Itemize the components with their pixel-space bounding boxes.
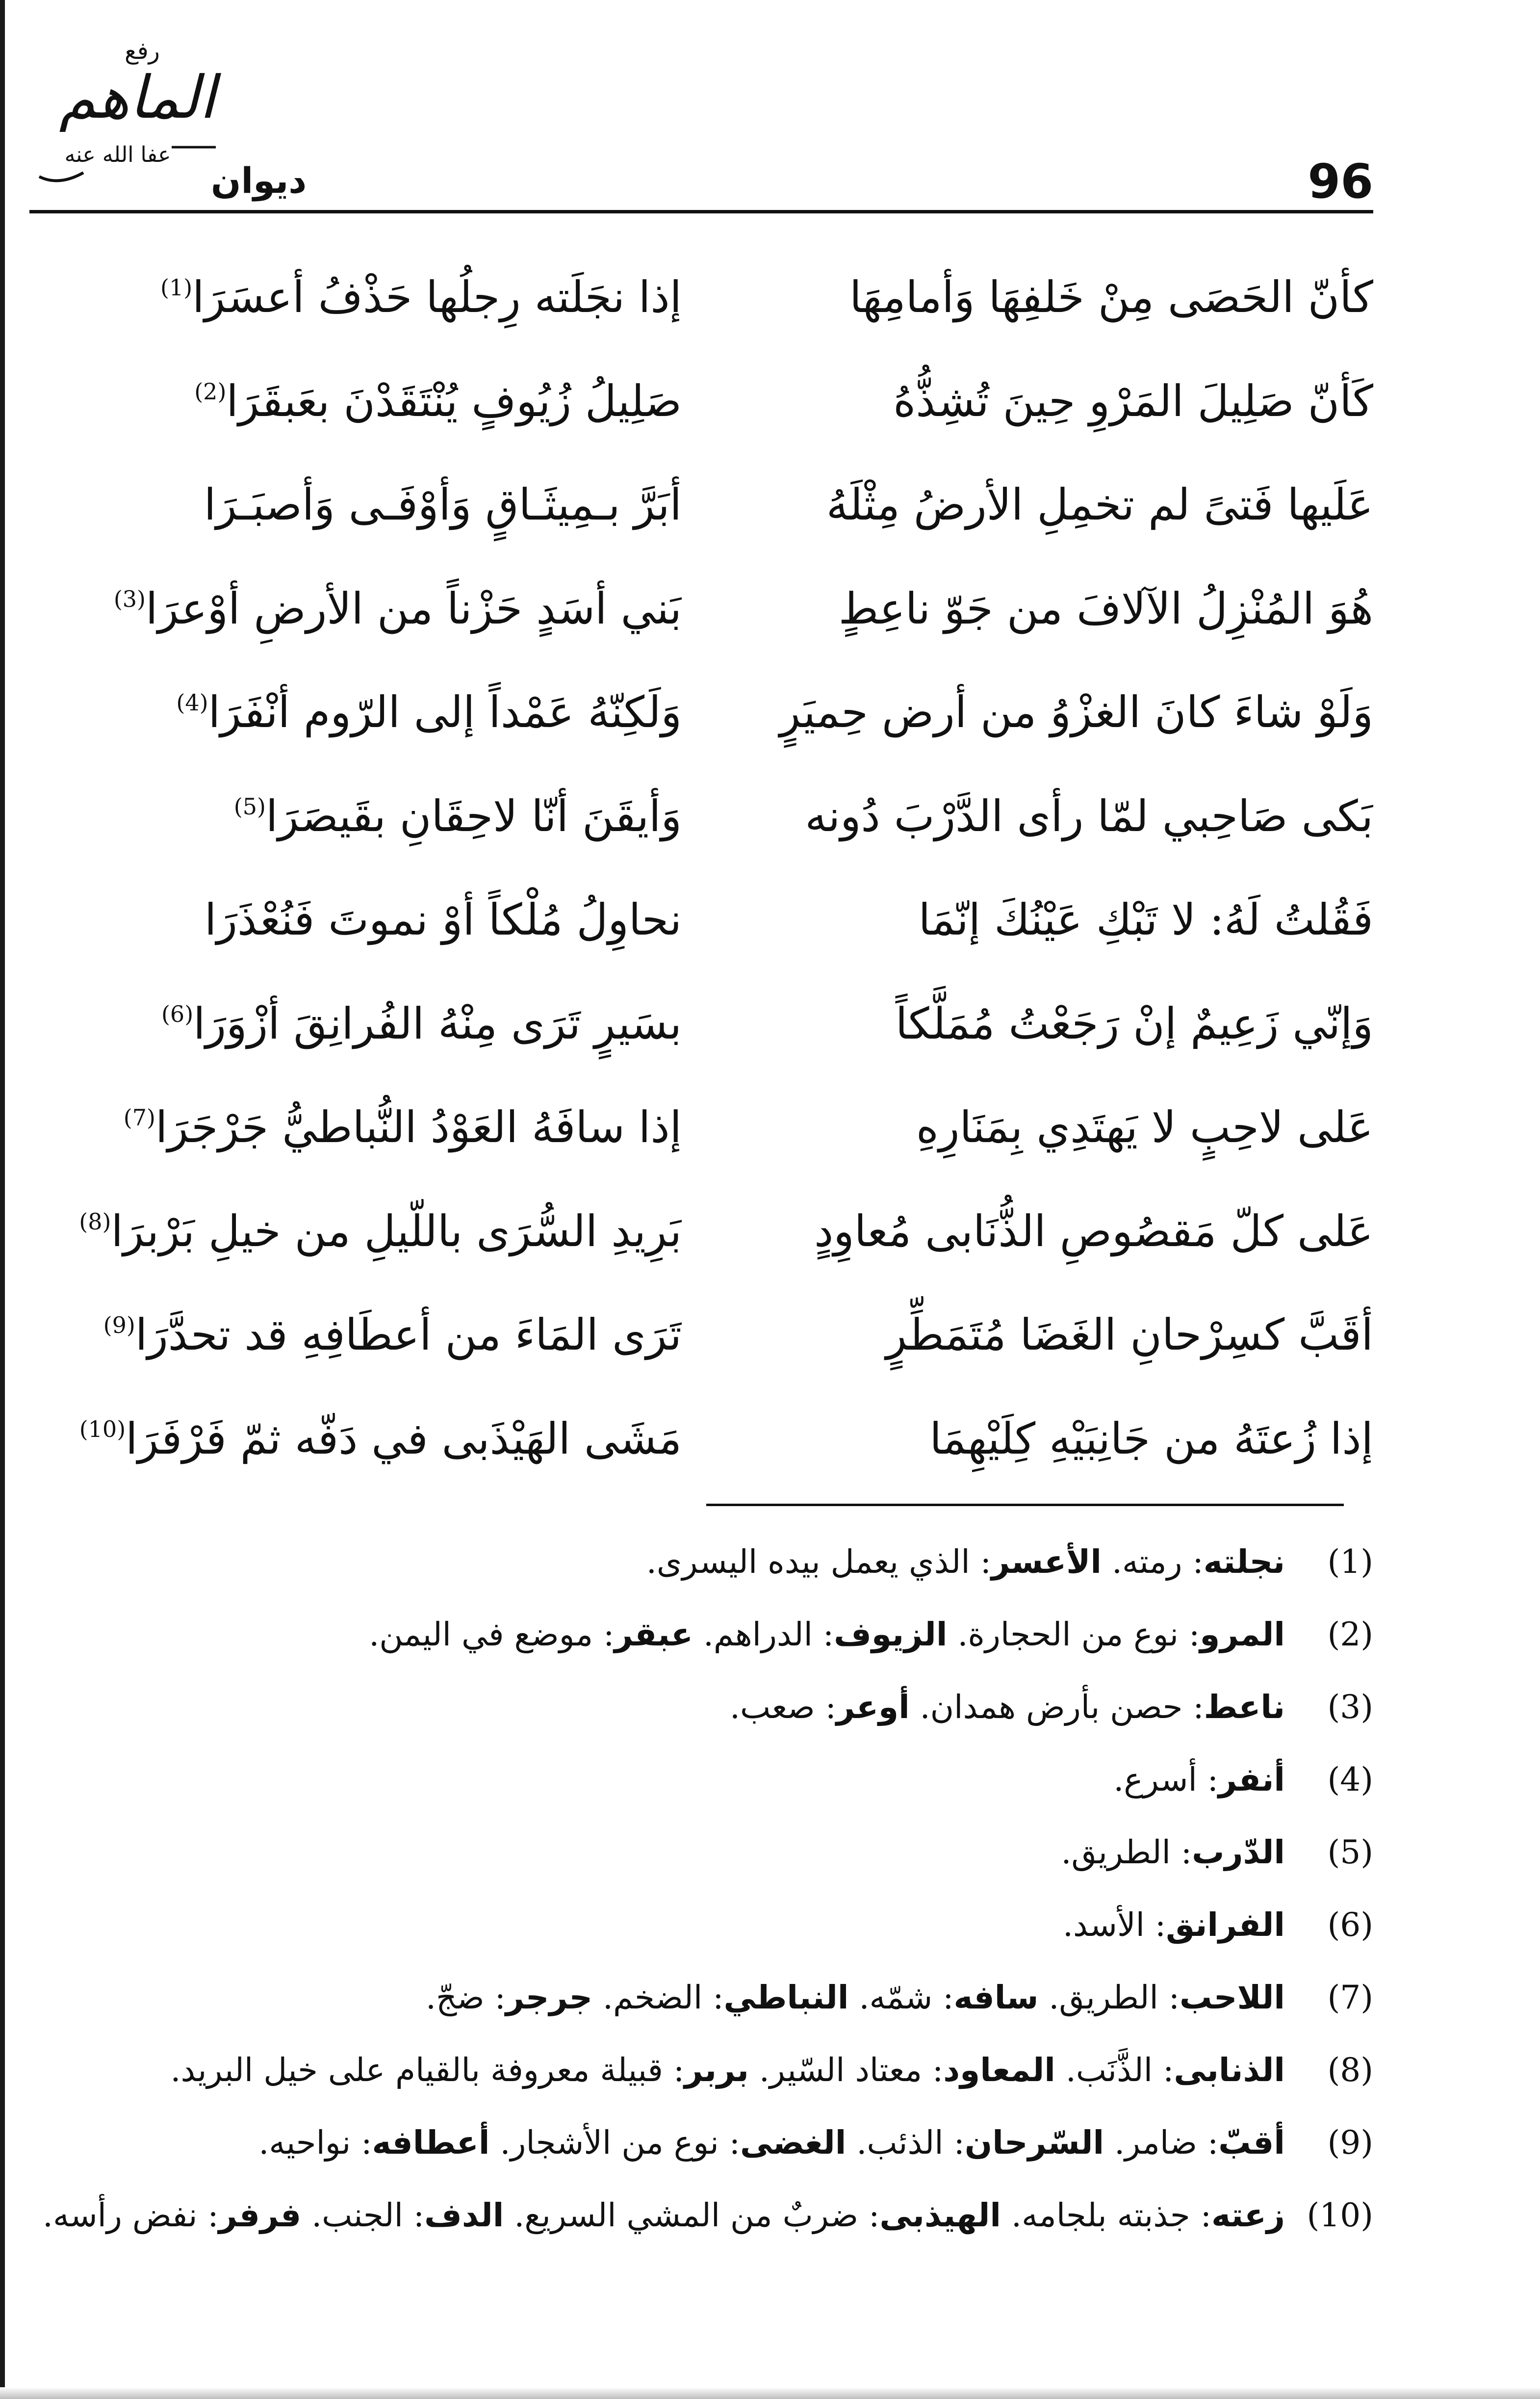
footnote-definition: : أسرع. [1113, 1761, 1219, 1799]
verse-first-hemistich: إذا زُعتَهُ من جَانِبَيْهِ كِلَيْهِمَا [929, 1413, 1373, 1464]
footnote-reference[interactable]: (8) [79, 1208, 111, 1235]
verse-first-hemistich: وَإنّي زَعِيمٌ إنْ رَجَعْتُ مُمَلَّكاً [895, 998, 1373, 1049]
verse-second-text: نحاوِلُ مُلْكاً أوْ نموتَ فَنُعْذَرَا [205, 894, 682, 945]
footnote-definition: : جذبته بلجامه. [1001, 2196, 1211, 2234]
svg-text:رفع: رفع [125, 37, 160, 65]
verse [29, 349, 1373, 453]
footnote [29, 1744, 1373, 1816]
scan-bottom-edge [0, 2387, 1540, 2399]
footnote-number: (3) [1327, 1688, 1373, 1726]
footnote-reference[interactable]: (6) [161, 1000, 194, 1027]
footnote-definition: : الدراهم. [693, 1616, 834, 1653]
footnote-definition: : الضخم. [592, 1979, 724, 2016]
verse-second-text: وَأيقَنَ أنّا لاحِقَانِ بقَيصَرَا [265, 790, 682, 841]
footnote-definition: : الأسد. [1063, 1906, 1166, 1944]
footnote-term: أقبّ [1218, 2124, 1285, 2162]
footnote-term: عبقر [614, 1616, 693, 1653]
footnote-reference[interactable]: (9) [103, 1312, 135, 1338]
verse-first-hemistich: عَلَيها فَتىً لم تخمِلِ الأرضُ مِثْلَهُ [826, 479, 1373, 530]
footnote-number: (2) [1327, 1616, 1373, 1653]
footnote [29, 2107, 1373, 2179]
footnote-reference[interactable]: (4) [176, 689, 208, 716]
poem [29, 245, 1373, 1491]
footnote-definition: : ضربٌ من المشي السريع. [504, 2196, 880, 2234]
verse-first-hemistich: فَقُلتُ لَهُ: لا تَبْكِ عَيْنُكَ إنّمَا [918, 894, 1373, 945]
footnote-definition: : رمته. [1102, 1543, 1204, 1581]
publisher-seal-logo [29, 29, 226, 191]
verse [29, 764, 1373, 868]
verse-second-hemistich [29, 245, 682, 349]
running-title: ديوان [211, 160, 307, 201]
verse-second-text: بَني أسَدٍ حَزْناً من الأرضِ أوْعرَا [146, 583, 682, 634]
verse-second-hemistich [29, 868, 682, 972]
footnote-definition: : نفض رأسه. [42, 2196, 219, 2234]
footnote-definition: : الجنب. [301, 2196, 425, 2234]
footnote-reference[interactable]: (5) [233, 793, 266, 820]
footnote-term: سافه [953, 1979, 1039, 2016]
footnote-definition: : ضجّ. [425, 1979, 506, 2016]
footnote-definition: : الطريق. [1061, 1833, 1192, 1871]
footnote-term: الفرانق [1166, 1906, 1285, 1944]
scan-edge [0, 0, 5, 2399]
footnote-term: الدف [424, 2196, 504, 2234]
verse-second-hemistich [29, 972, 682, 1076]
verse-first-hemistich: عَلى كلّ مَقصُوصِ الذُّنَابى مُعاوِدٍ [814, 1205, 1373, 1256]
verse-second-text: مَشَى الهَيْذَبى في دَفّه ثمّ فَرْفَرَا [126, 1413, 682, 1464]
footnote [29, 2034, 1373, 2107]
footnote-number: (9) [1327, 2124, 1373, 2162]
footnote [29, 1961, 1373, 2034]
verse-first-hemistich: عَلى لاحِبٍ لا يَهتَدِي بِمَنَارِهِ [916, 1102, 1373, 1152]
footnote-term: بربر [684, 2051, 749, 2089]
footnote-term: الغضى [740, 2124, 847, 2162]
verse-second-text: بَرِيدِ السُّرَى باللّيلِ من خيلِ بَرْبرَا [111, 1205, 682, 1256]
page-header [29, 29, 1373, 221]
page-number: 96 [1308, 154, 1373, 209]
footnote-definition: : موضع في اليمن. [369, 1616, 615, 1653]
footnote [29, 1889, 1373, 1961]
verse [29, 245, 1373, 349]
footnote-number: (5) [1327, 1833, 1373, 1871]
footnote-term: الدّرب [1192, 1833, 1285, 1871]
footnote [29, 1816, 1373, 1889]
verse-first-hemistich: بَكى صَاحِبي لمّا رأى الدَّرْبَ دُونه [805, 790, 1373, 841]
verse-second-hemistich [29, 1075, 682, 1179]
footnote-term: زعته [1211, 2196, 1285, 2234]
verse-second-text: إذا نجَلَته رِجلُها حَذْفُ أعسَرَا [192, 272, 682, 322]
footnote-definition: : الذَّنَب. [1055, 2051, 1174, 2089]
footnote-reference[interactable]: (1) [160, 274, 193, 301]
verse [29, 557, 1373, 661]
footnote-term: الهيذبى [879, 2196, 1001, 2234]
footnote-number: (4) [1327, 1761, 1373, 1799]
footnote-term: النباطي [723, 1979, 849, 2016]
footnote-definition: : نوع من الحجارة. [947, 1616, 1200, 1653]
verse-second-hemistich [29, 1283, 682, 1387]
footnote-definition: : نوع من الأشجار. [489, 2124, 740, 2162]
verse-second-hemistich [29, 453, 682, 557]
verse [29, 660, 1373, 764]
verse-second-hemistich [29, 1387, 682, 1491]
verse-first-hemistich: وَلَوْ شاءَ كانَ الغزْوُ من أرض حِميَرٍ [779, 687, 1373, 737]
footnote-term: المرو [1200, 1616, 1285, 1653]
verse-first-hemistich: كأنّ الحَصَى مِنْ خَلفِهَا وَأمامِهَا [849, 272, 1373, 322]
footnote-term: الزيوف [834, 1616, 948, 1653]
footnote-term: أوعر [836, 1688, 910, 1726]
footnote-definition: : الذئب. [846, 2124, 965, 2162]
footnote-number: (10) [1307, 2196, 1373, 2234]
footnote-definition: : الطريق. [1038, 1979, 1180, 2016]
verse-first-hemistich: هُوَ المُنْزِلُ الآلافَ من جَوّ ناعِطٍ [838, 583, 1373, 634]
footnote-definition: : حصن بأرض همدان. [909, 1688, 1204, 1726]
verse-second-text: أبَرَّ بـمِيثَـاقٍ وَأوْفَـى وَأصبَـرَا [204, 479, 682, 530]
footnote-term: المعاود [943, 2051, 1055, 2089]
verse-second-text: تَرَى المَاءَ من أعطَافِهِ قد تحدَّرَا [135, 1309, 682, 1360]
footnote-term: الذنابى [1174, 2051, 1285, 2089]
footnote-term: أنفر [1218, 1761, 1285, 1799]
verse-first-hemistich: أقَبَّ كسِرْحانِ الغَضَا مُتَمَطِّرٍ [886, 1309, 1373, 1360]
footnote-definition: : معتاد السّير. [748, 2051, 944, 2089]
verse-second-hemistich [29, 660, 682, 764]
verse [29, 1075, 1373, 1179]
footnote-term: نجلته [1203, 1543, 1285, 1581]
footnote-reference[interactable]: (7) [123, 1104, 155, 1131]
footnote-definition: : شمّه. [848, 1979, 954, 2016]
verse-second-hemistich [29, 349, 682, 453]
footnote [29, 2179, 1373, 2252]
svg-text:الماهم: الماهم [59, 64, 216, 132]
verse [29, 1283, 1373, 1387]
footnotes [29, 1526, 1373, 2252]
footnote-term: الأعسر [991, 1543, 1102, 1581]
verse [29, 1179, 1373, 1283]
footnote [29, 1671, 1373, 1744]
verse [29, 453, 1373, 557]
verse-second-hemistich [29, 764, 682, 868]
footnote-definition: : ضامر. [1104, 2124, 1219, 2162]
footnote-reference[interactable]: (10) [79, 1415, 126, 1442]
verse-second-hemistich [29, 1179, 682, 1283]
verse [29, 868, 1373, 972]
verse-second-text: وَلَكِنّهُ عَمْداً إلى الرّوم أنْفَرَا [208, 687, 682, 737]
svg-text:عفا الله عنه: عفا الله عنه [64, 142, 171, 167]
footnote-reference[interactable]: (3) [113, 585, 146, 612]
footnote-separator [706, 1504, 1344, 1506]
footnote-number: (1) [1327, 1543, 1373, 1581]
verse-second-hemistich [29, 557, 682, 661]
footnote-term: السّرحان [964, 2124, 1104, 2162]
footnote-term: ناعط [1204, 1688, 1285, 1726]
verse-first-hemistich: كَأنّ صَلِيلَ المَرْوِ حِينَ تُشِذُّهُ [893, 375, 1373, 426]
footnote-reference[interactable]: (2) [194, 378, 227, 405]
footnote-term: فرفر [218, 2196, 302, 2234]
verse-second-text: بسَيرٍ تَرَى مِنْهُ الفُرانِقَ أزْوَرَا [193, 998, 682, 1049]
footnote-number: (7) [1327, 1979, 1373, 2016]
footnote-term: اللاحب [1180, 1979, 1285, 2016]
footnote-number: (6) [1327, 1906, 1373, 1944]
verse-second-text: صَلِيلُ زُيُوفٍ يُنْتَقَدْنَ بعَبقَرَا [226, 375, 682, 426]
footnote-number: (8) [1327, 2051, 1373, 2089]
footnote-term: جرجر [505, 1979, 593, 2016]
footnote-definition: : قبيلة معروفة بالقيام على خيل البريد. [170, 2051, 685, 2089]
verse [29, 1387, 1373, 1491]
footnote-term: أعطافه [372, 2124, 490, 2162]
footnote-definition: : الذي يعمل بيده اليسرى. [646, 1543, 991, 1581]
verse-second-text: إذا سافَهُ العَوْدُ النُّباطيُّ جَرْجَرَا [155, 1102, 682, 1152]
footnote [29, 1526, 1373, 1598]
footnote-definition: : صعب. [730, 1688, 836, 1726]
verse [29, 972, 1373, 1076]
footnote [29, 1598, 1373, 1671]
header-rule [29, 210, 1373, 213]
footnote-definition: : نواحيه. [258, 2124, 372, 2162]
